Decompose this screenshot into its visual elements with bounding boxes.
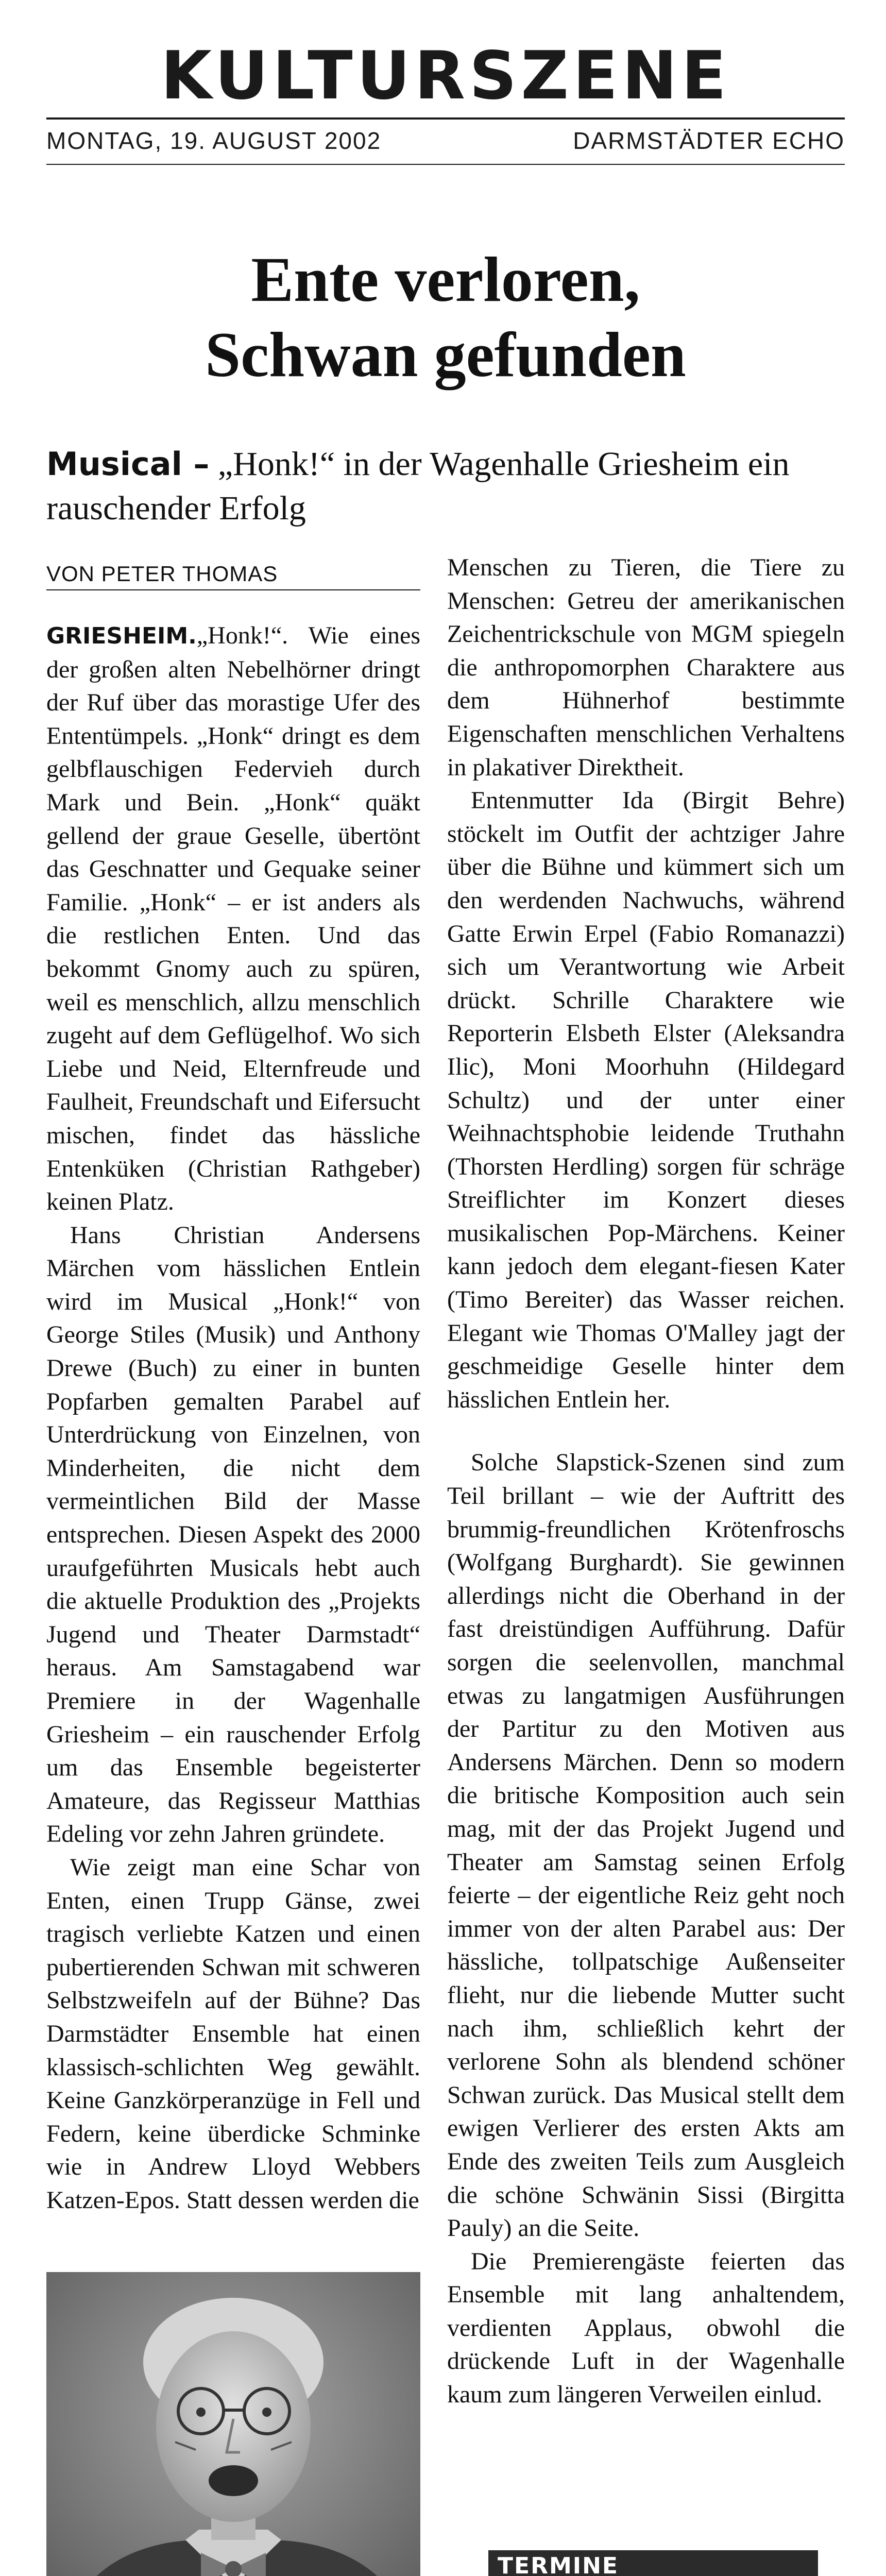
paragraph: Menschen zu Tieren, die Tiere zu Menschen: Getreu der amerikanischen Zeichentrickschule von MGM spiegeln die anthropomorphen Charaktere aus dem Hühnerhof bestimmte Eigenschaften menschlichen Verhaltens in plakativer Direktheit.	[447, 554, 845, 781]
article-headline	[46, 242, 845, 393]
headline-line-2: Schwan gefunden	[205, 319, 686, 390]
paragraph	[46, 619, 420, 1219]
header-rule-top	[46, 117, 845, 120]
paragraph: Wie zeigt man eine Schar von Enten, einen Trupp Gänse, zwei tragisch verliebte Katzen und einen pubertierenden Schwan mit schweren Selbstzweifeln auf der Bühne? Das Darmstädter Ensemble hat einen klassisch-schlichten Weg gewählt. Keine Ganzkörperanzüge in Fell und Federn, keine überdicke Schminke wie in Andrew Lloyd Webbers Katzen-Epos. Statt dessen werden die	[46, 1853, 420, 2214]
byline: VON PETER THOMAS	[46, 562, 420, 590]
portrait-photo-illustration	[46, 2272, 420, 2576]
article-deck	[46, 442, 845, 531]
paragraph: Entenmutter Ida (Birgit Behre) stöckelt im Outfit der achtziger Jahre über die Bühne und kümmert sich um den werdenden Nachwuchs, während Gatte Erwin Erpel (Fabio Romanazzi) sich um Verantwortung wie Arbeit drückt. Schrille Charaktere wie Reporterin Elsbeth Elster (Aleksandra Ilic), Moni Moorhuhn (Hildegard Schultz) und der unter einer Weihnachtsphobie leidende Truthahn (Thorsten Herdling) sorgen für schräge Streiflichter im Konzert dieses musikalischen Pop-Märchens. Keiner kann jedoch dem elegant-fiesen Kater (Timo Bereiter) das Wasser reichen. Elegant wie Thomas O'Malley jagt der geschmeidige Geselle hinter dem hässlichen Entlein her.	[447, 787, 845, 1413]
section-rubric: KULTURSZENE	[160, 38, 731, 114]
article-column-right	[447, 551, 845, 2519]
article-photo	[46, 2272, 420, 2576]
newspaper-name: DARMSTÄDTER ECHO	[573, 127, 845, 154]
header-rule-bottom	[46, 164, 845, 165]
headline-line-1: Ente verloren,	[251, 244, 640, 315]
deck-kicker: Musical –	[46, 445, 210, 483]
issue-date: MONTAG, 19. AUGUST 2002	[46, 127, 382, 154]
paragraph: Hans Christian Andersens Märchen vom hässlichen Entlein wird im Musical „Honk!“ von George Stiles (Musik) und Anthony Drewe (Buch) zu einer in bunten Popfarben gemalten Parabel auf Unterdrückung von Einzelnen, von Minderheiten, die nicht dem vermeintlichen Bild der Masse entsprechen. Diesen Aspekt des 2000 uraufgeführten Musicals hebt auch die aktuelle Produktion des „Projekts Jugend und Theater Darmstadt“ heraus. Am Samstagabend war Premiere in der Wagenhalle Griesheim – ein rauschender Erfolg um das Ensemble begeisterter Amateure, das Regisseur Matthias Edeling vor zehn Jahren gründete.	[46, 1221, 420, 1848]
paragraph: Solche Slapstick-Szenen sind zum Teil brillant – wie der Auftritt des brummig-freundlichen Krötenfroschs (Wolfgang Burghardt). Sie gewinnen allerdings nicht die Oberhand in der fast dreistündigen Aufführung. Dafür sorgen die seelenvollen, manchmal etwas zu langatmigen Ausführungen der Partitur zu den Motiven aus Andersens Märchen. Denn so modern die britische Komposition auch sein mag, mit der das Projekt Jugend und Theater am Samstag seinen Erfolg feierte – der eigentliche Reiz geht noch immer von der alten Parabel aus: Der hässliche, tollpatschige Außenseiter flieht, nur die liebende Mutter sucht nach ihm, schließlich kehrt der verlorene Sohn als blendend schöner Schwan zurück. Das Musical stellt dem ewigen Verlierer des ersten Akts am Ende des zweiten Teils zum Ausgleich die schöne Schwänin Sissi (Birgitta Pauly) an die Seite.	[447, 1449, 845, 2242]
dateline-place: GRIESHEIM.	[46, 623, 197, 649]
deck-text: „Honk!“ in der Wagenhalle Griesheim ein rauschender Erfolg	[46, 445, 790, 527]
dateline-bar	[46, 127, 845, 155]
paragraph-text: „Honk!“. Wie eines der großen alten Nebelhörner dringt der Ruf über das morastige Ufer des Ententümpels. „Honk“ dringt es dem gelbflauschigen Federvieh durch Mark und Bein. „Honk“ quäkt gellend der graue Geselle, übertönt das Geschnatter und Gequake seiner Familie. „Honk“ – er ist anders als die restlichen Enten. Und das bekommt Gnomy auch zu spüren, weil es menschlich, allzu menschlich zugeht auf dem Geflügelhof. Wo sich Liebe und Neid, Elternfreude und Faulheit, Freundschaft und Eifersucht mischen, findet das hässliche Entenküken (Christian Rathgeber) keinen Platz.	[46, 622, 420, 1216]
article-column-left	[46, 619, 420, 2214]
paragraph: Die Premierengäste feierten das Ensemble mit lang anhaltendem, verdienten Applaus, obwohl die drückende Luft in der Wagenhalle kaum zum längeren Verweilen einlud.	[447, 2247, 845, 2409]
termine-heading: TERMINE	[488, 2550, 818, 2576]
